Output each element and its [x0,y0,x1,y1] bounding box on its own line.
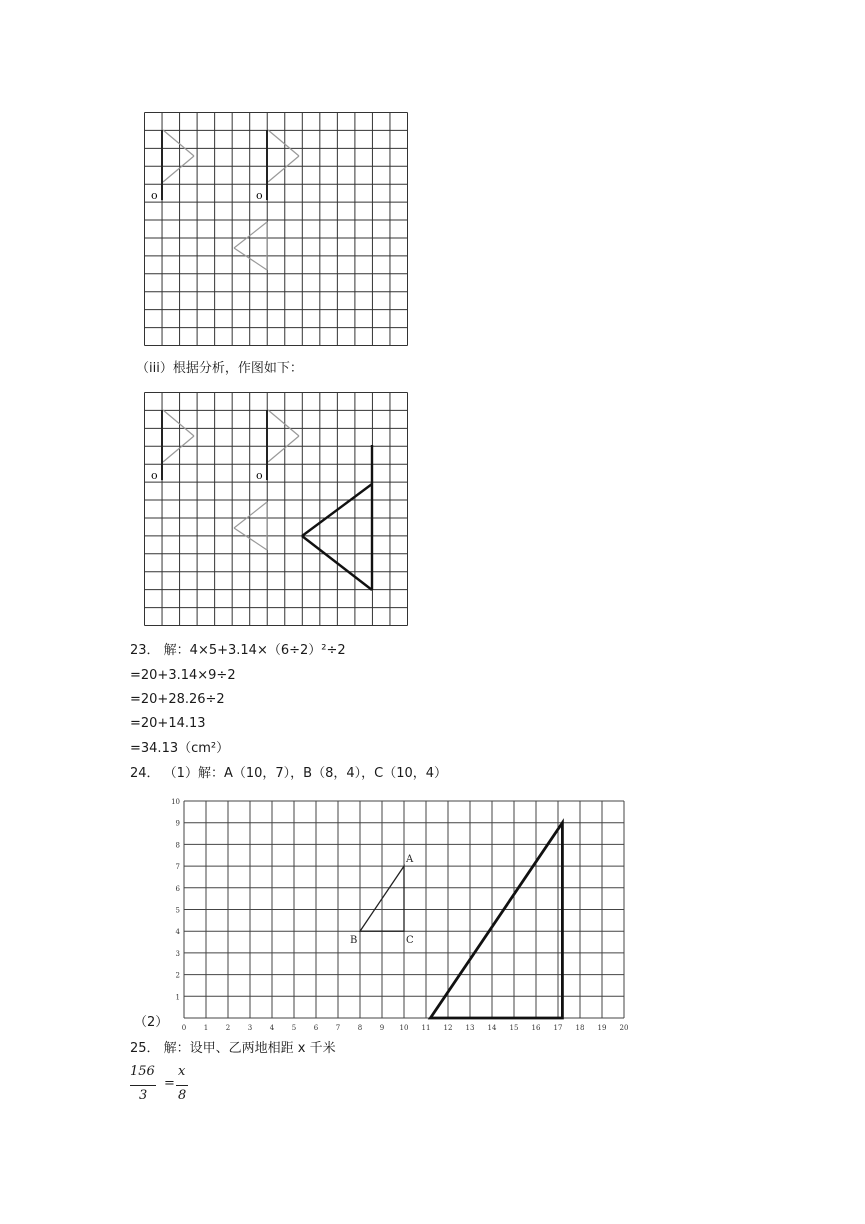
grid-figure-2 [144,392,410,628]
x-tick-label: 14 [487,1024,497,1032]
origin-label-right-2: o [256,469,263,482]
y-tick-label: 1 [175,993,180,1002]
fraction-left-numerator: 156 [130,1064,155,1079]
x-tick-label: 20 [619,1024,629,1032]
y-tick-label: 8 [175,841,180,850]
y-tick-label: 3 [175,949,180,958]
x-tick-label: 6 [313,1024,319,1032]
vertex-label-a: A [406,854,414,866]
x-tick-labels [182,1024,629,1032]
x-tick-label: 5 [291,1024,297,1032]
vertex-label-b: B [350,935,358,947]
y-tick-label: 7 [175,863,180,872]
origin-label-left: o [151,189,158,202]
q25-line-1: 25． 解：设甲、乙两地相距 x 千米 [130,1041,336,1056]
q24-line-1: 24． （1）解：A（10，7），B（8，4），C（10，4） [130,766,448,781]
x-tick-label: 12 [443,1024,453,1032]
x-tick-label: 1 [203,1024,209,1032]
x-tick-label: 9 [379,1024,385,1032]
fraction-left-bar [130,1085,156,1086]
large-triangle-outline [430,823,562,1018]
section-iii-text: （iii）根据分析，作图如下： [136,361,303,376]
flag-right-arm-bottom [268,156,299,182]
flag-shape-right-2 [268,410,299,462]
flag-shape-rotated-2 [234,502,267,550]
fraction-right-numerator: x [178,1064,186,1079]
equals-sign: = [164,1076,175,1091]
x-tick-label: 11 [421,1024,431,1032]
y-tick-labels [171,798,180,1001]
y-tick-label: 4 [175,928,180,937]
q23-line-4: =20+14.13 [130,716,206,731]
q23-line-2: =20+3.14×9÷2 [130,668,236,683]
fraction-right-denominator: 8 [178,1088,187,1103]
grid-figure-1 [144,112,410,348]
q25-equation [130,1064,200,1110]
y-tick-label: 9 [175,819,180,828]
origin-label-right: o [256,189,263,202]
x-tick-label: 16 [531,1024,541,1032]
q23-line-1: 23． 解：4×5+3.14×（6÷2）²÷2 [130,643,346,658]
x-tick-label: 10 [399,1024,409,1032]
x-tick-label: 13 [465,1024,475,1032]
y-tick-label: 6 [175,884,180,893]
origin-label-left-2: o [151,469,158,482]
x-tick-label: 15 [509,1024,519,1032]
x-tick-label: 18 [575,1024,585,1032]
x-tick-label: 8 [357,1024,363,1032]
fraction-left-denominator: 3 [139,1088,148,1103]
flag-right-arm-top [268,130,299,156]
flag-left-arm-bottom [163,156,194,182]
coordinate-grid [170,798,640,1034]
x-tick-label: 4 [269,1024,275,1032]
large-triangle [430,823,562,1018]
flag-shape-left [163,130,194,182]
flag-shape-right [268,130,299,182]
y-tick-label: 5 [175,906,180,915]
flag-shape-rotated [234,222,267,270]
x-tick-label: 0 [181,1024,187,1032]
x-tick-label: 19 [597,1024,607,1032]
y-tick-label: 10 [171,798,180,806]
x-tick-label: 7 [335,1024,341,1032]
flag-left-arm-top [163,130,194,156]
q23-line-5: =34.13（cm²） [130,741,230,756]
x-tick-label: 2 [225,1024,231,1032]
fraction-right-bar [176,1085,188,1086]
x-tick-label: 3 [247,1024,253,1032]
part-2-label: （2） [134,1015,169,1030]
q23-line-3: =20+28.26÷2 [130,692,225,707]
flag-rotated-arm-bottom [234,248,267,270]
flag-shape-left-2 [163,410,194,462]
flag-rotated-arm-top [234,222,267,248]
vertex-label-c: C [406,935,414,947]
y-tick-label: 2 [175,971,180,980]
x-tick-label: 17 [553,1024,563,1032]
